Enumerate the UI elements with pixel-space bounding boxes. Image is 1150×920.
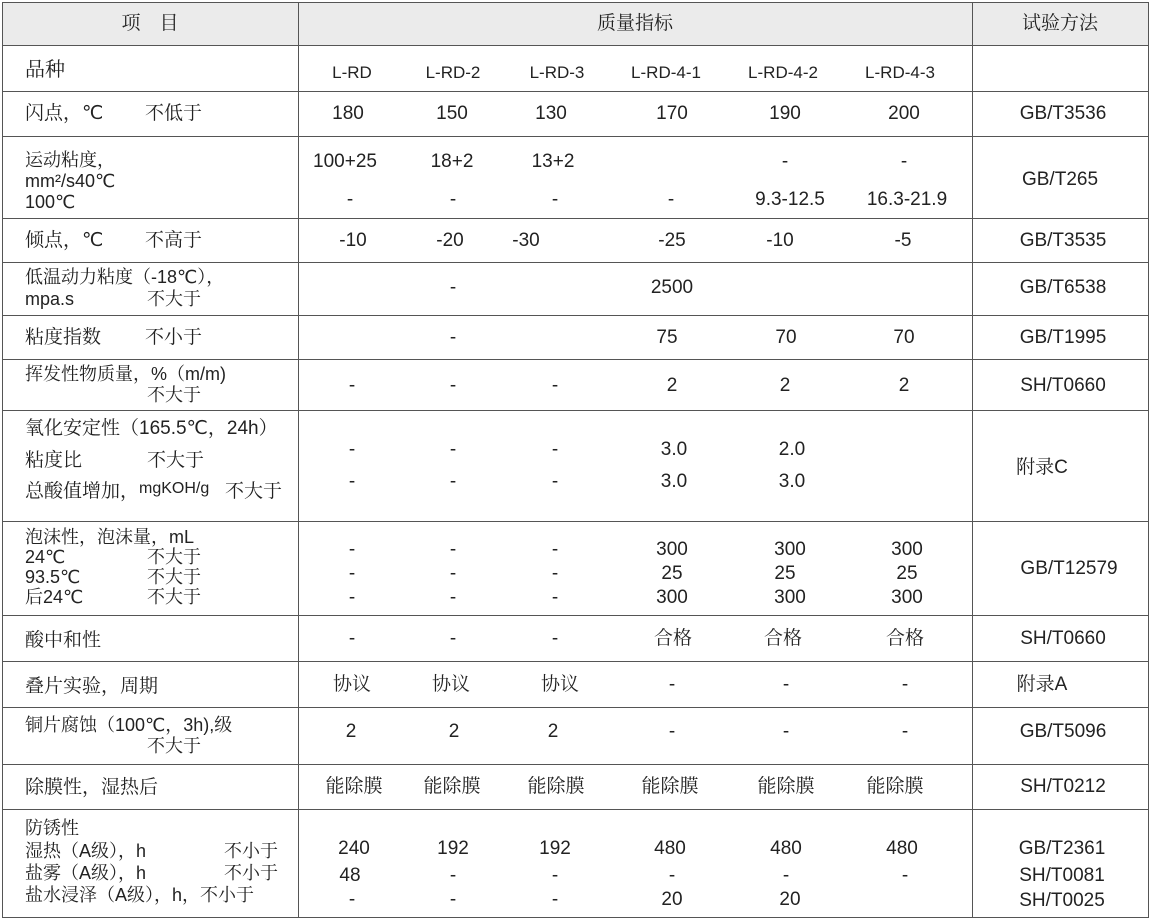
row-label: 湿热（A级），h [25,841,147,861]
row-label: mm²/s40℃ [25,171,116,191]
value-cell: -25 [658,230,686,251]
value-cell: 190 [769,103,801,124]
value-cell: - [348,889,356,910]
method-cell: SH/T0025 [1019,890,1105,911]
grade-cell: L-RD-4-2 [748,63,818,82]
value-cell: - [551,628,559,649]
grid-line [1148,2,1149,917]
row-condition: 不大于 [147,289,201,309]
grade-cell: L-RD-4-3 [865,63,935,82]
value-cell: - [551,539,559,560]
value-cell: 70 [893,327,915,348]
grid-line [2,764,1149,765]
value-cell: 3.0 [660,439,688,460]
value-cell: 能除膜 [641,776,699,797]
row-condition: 不大于 [147,736,201,756]
value-cell: 480 [654,838,686,859]
row-label: 叠片实验，周期 [25,676,159,697]
row-label: 100℃ [25,192,76,212]
value-cell: - [449,277,457,298]
value-cell: 18+2 [430,151,474,172]
value-cell: 能除膜 [423,776,481,797]
grade-cell: L-RD [332,63,372,82]
value-cell: - [668,721,676,742]
value-cell: 2 [547,721,559,742]
row-condition: 不大于 [147,385,201,405]
value-cell: 能除膜 [757,776,815,797]
row-label: 氧化安定性（165.5℃，24h） [25,418,278,439]
value-cell: 2 [448,721,460,742]
row-condition: 不小于 [224,841,278,861]
header-item: 项 目 [121,13,179,34]
row-label: 铜片腐蚀（100℃，3h),级 [25,715,233,735]
value-cell: - [348,439,356,460]
value-cell: - [901,865,909,886]
row-label: 除膜性，湿热后 [25,777,159,798]
row-label: 粘度指数 [25,327,102,348]
value-cell: 48 [339,865,361,886]
grid-line [2,521,1149,522]
value-cell: 2 [779,375,791,396]
value-cell: - [348,587,356,608]
row-label: 24℃ [25,547,66,567]
method-cell: SH/T0660 [1020,628,1106,649]
value-cell: 300 [891,587,923,608]
value-cell: 480 [886,838,918,859]
value-cell: 协议 [332,674,372,695]
value-cell: 合格 [885,628,925,649]
value-cell: - [782,721,790,742]
value-cell: - [900,151,908,172]
value-cell: 480 [770,838,802,859]
value-cell: - [551,563,559,584]
value-cell: - [668,865,676,886]
value-cell: - [668,674,676,695]
value-cell: - [449,563,457,584]
value-cell: 协议 [540,674,580,695]
method-cell: SH/T0212 [1020,776,1106,797]
method-cell: GB/T265 [1021,169,1099,190]
grade-cell: L-RD-4-1 [631,63,701,82]
value-cell: 240 [338,838,370,859]
row-label: 挥发性物质量，%（m/m) [25,364,226,384]
method-cell: SH/T0660 [1020,375,1106,396]
value-cell: 25 [774,563,796,584]
grid-line [2,410,1149,411]
value-cell: 20 [661,889,683,910]
value-cell: -20 [436,230,464,251]
grid-line [2,917,1149,918]
value-cell: - [449,587,457,608]
value-cell: 150 [436,103,468,124]
row-label: 粘度比 [25,450,83,471]
value-cell: - [901,721,909,742]
value-cell: - [551,375,559,396]
value-cell: - [449,189,457,210]
method-cell: GB/T1995 [1019,327,1107,348]
value-cell: 能除膜 [325,776,383,797]
grid-line [298,2,299,917]
value-cell: 70 [775,327,797,348]
value-cell: - [449,865,457,886]
row-condition: 不高于 [145,230,203,251]
value-cell: 2.0 [778,439,806,460]
row-label: 盐雾（A级），h [25,863,147,883]
value-cell: - [348,628,356,649]
value-cell: 3.0 [778,471,806,492]
grade-cell: L-RD-2 [425,63,481,82]
grid-line [2,661,1149,662]
value-cell: - [782,674,790,695]
value-cell: - [449,471,457,492]
value-cell: 300 [656,539,688,560]
value-cell: 2 [666,375,678,396]
value-cell: 2500 [650,277,694,298]
grid-line [2,707,1149,708]
row-label: 酸中和性 [25,630,102,651]
row-label: 倾点，℃ [25,230,104,251]
value-cell: 300 [656,587,688,608]
grid-line [2,359,1149,360]
row-condition: 不大于 [147,567,201,587]
grid-line [2,45,1149,46]
value-cell: 300 [774,539,806,560]
row-label: 低温动力粘度（-18℃）， [25,267,225,287]
value-cell: 180 [332,103,364,124]
value-cell: - [449,889,457,910]
value-cell: 16.3-21.9 [866,189,948,210]
value-cell: 能除膜 [527,776,585,797]
row-label: 泡沫性，泡沫量，mL [25,527,195,547]
row-condition: 不小于 [224,863,278,883]
value-cell: - [551,587,559,608]
value-cell: 300 [891,539,923,560]
grid-line [2,262,1149,263]
value-cell: - [348,563,356,584]
value-cell: 192 [539,838,571,859]
grid-line [972,2,973,917]
value-cell: - [667,189,675,210]
value-cell: 能除膜 [866,776,924,797]
row-label: 运动粘度， [25,150,115,170]
row-condition: 不大于 [147,450,205,471]
row-label: 总酸值增加， [25,481,140,502]
header-method: 试验方法 [1021,13,1099,34]
header-quality: 质量指标 [596,13,674,34]
value-cell: - [551,889,559,910]
value-cell: 合格 [763,628,803,649]
method-cell: GB/T5096 [1019,721,1107,742]
row-label: 93.5℃ [25,567,81,587]
value-cell: - [551,865,559,886]
grade-cell: L-RD-3 [529,63,585,82]
row-label: 防锈性 [25,818,79,838]
row-condition: 不低于 [145,103,203,124]
row-label: 盐水浸泽（A级），h，不小于 [25,885,255,905]
value-cell: - [348,471,356,492]
value-cell: - [449,539,457,560]
method-cell: GB/T6538 [1019,277,1107,298]
grid-line [2,136,1149,137]
value-cell: 9.3-12.5 [755,189,825,210]
value-cell: - [782,865,790,886]
value-cell: -5 [894,230,912,251]
grid-line [2,2,1149,3]
method-cell: GB/T2361 [1018,838,1106,859]
value-cell: - [348,539,356,560]
value-cell: - [348,375,356,396]
row-condition: 不小于 [145,327,203,348]
value-cell: 2 [898,375,910,396]
value-cell: 2 [345,721,357,742]
value-cell: 25 [661,563,683,584]
value-cell: -30 [512,230,540,251]
value-cell: 100+25 [313,151,377,172]
value-cell: -10 [339,230,367,251]
grid-line [2,218,1149,219]
value-cell: 13+2 [531,151,575,172]
value-cell: - [449,628,457,649]
value-cell: - [551,189,559,210]
value-cell: 25 [896,563,918,584]
value-cell: 合格 [653,628,693,649]
value-cell: - [449,375,457,396]
value-cell: 200 [888,103,920,124]
value-cell: 协议 [431,674,471,695]
value-cell: - [781,151,789,172]
grid-line [2,2,3,917]
value-cell: - [551,471,559,492]
row-condition: 不大于 [147,587,201,607]
value-cell: 3.0 [660,471,688,492]
row-label: mpa.s [25,289,75,309]
value-cell: 192 [437,838,469,859]
grid-line [2,615,1149,616]
row-condition: 不大于 [225,481,283,502]
grades-label: 品种 [25,59,65,81]
row-label: 闪点，℃ [25,103,104,124]
value-cell: 170 [656,103,688,124]
value-cell: 20 [779,889,801,910]
method-cell: GB/T3535 [1019,230,1107,251]
value-cell: - [551,439,559,460]
value-cell: - [346,189,354,210]
value-cell: 75 [656,327,678,348]
row-condition: 不大于 [147,547,201,567]
value-cell: - [449,327,457,348]
method-cell: 附录A [1016,674,1068,695]
row-unit: mgKOH/g [139,480,210,497]
method-cell: 附录C [1016,457,1068,478]
method-cell: GB/T12579 [1020,558,1118,579]
value-cell: 130 [535,103,567,124]
value-cell: - [901,674,909,695]
value-cell: -10 [766,230,794,251]
grid-line [2,315,1149,316]
grid-line [2,91,1149,92]
value-cell: 300 [774,587,806,608]
method-cell: GB/T3536 [1019,103,1107,124]
method-cell: SH/T0081 [1019,865,1105,886]
grid-line [2,809,1149,810]
value-cell: - [449,439,457,460]
row-label: 后24℃ [25,587,84,607]
